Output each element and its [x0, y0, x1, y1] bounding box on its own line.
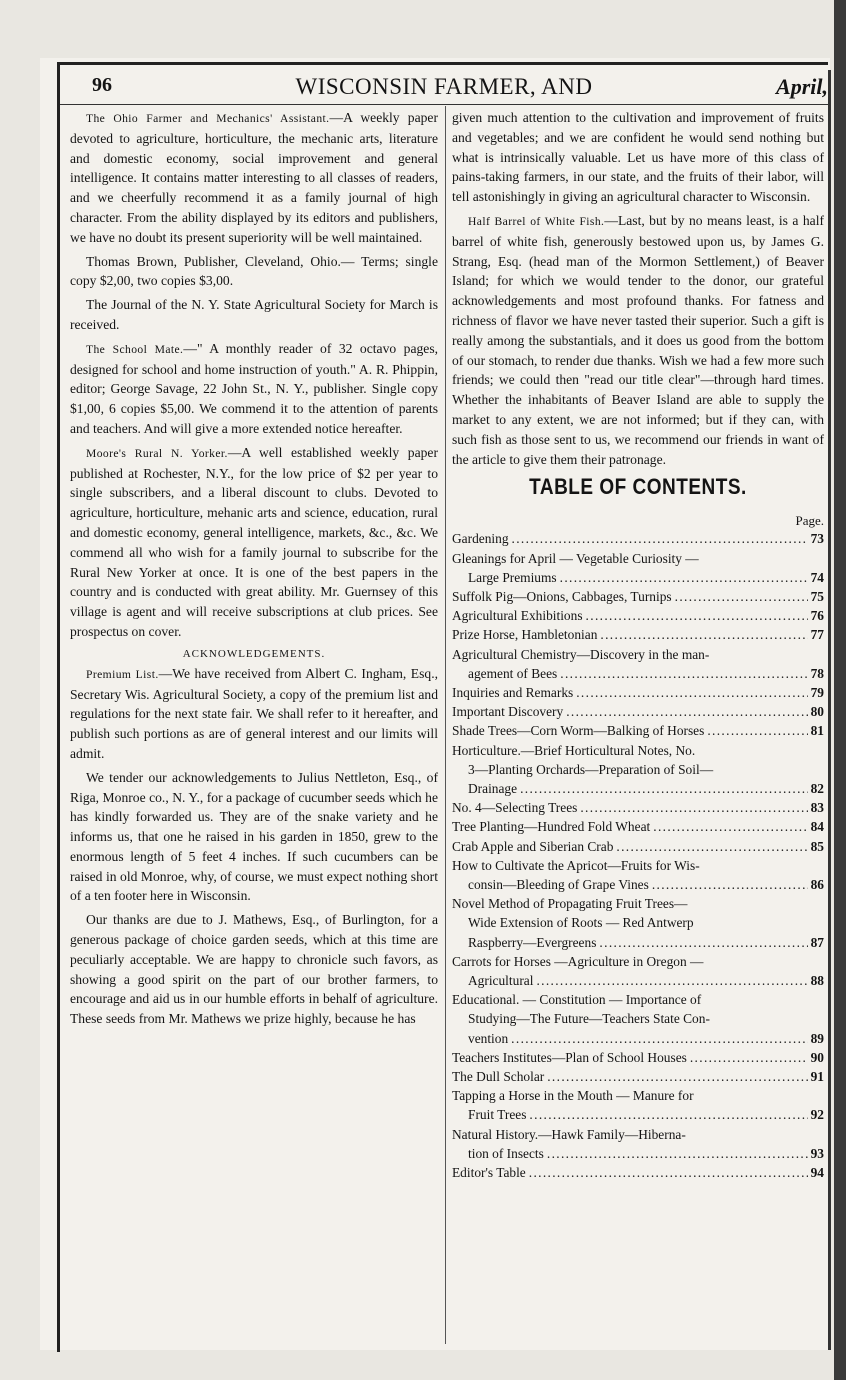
toc-leader-dots	[560, 664, 807, 683]
left-border	[57, 62, 60, 1352]
toc-entry	[452, 741, 824, 799]
toc-entry-title: Large Premiums	[468, 569, 557, 585]
ohio-farmer-notice	[70, 108, 438, 248]
left-column	[70, 108, 438, 1033]
toc-page-number: 85	[810, 838, 824, 854]
toc-entry-title: Natural History.—Hawk Family—Hiberna-	[452, 1126, 686, 1142]
toc-entry-title: Agricultural	[468, 973, 534, 989]
toc-entry-title: Carrots for Horses —Agriculture in Oregon —	[452, 953, 704, 969]
toc-page-number: 86	[810, 877, 824, 892]
toc-page-number: 78	[810, 665, 824, 681]
toc-title: TABLE OF CONTENTS.	[529, 475, 747, 500]
toc-entry-title: Drainage	[468, 780, 518, 796]
toc-page-number: 81	[810, 723, 824, 739]
toc-page-number: 74	[810, 569, 824, 585]
toc-entry	[452, 990, 824, 1048]
toc-entry-title: vention	[468, 1030, 509, 1046]
toc-leader-dots	[529, 1163, 808, 1182]
toc-leader-dots	[653, 817, 807, 836]
premium-list-notice	[70, 664, 438, 764]
toc-entry-title: Gardening	[452, 531, 509, 547]
toc-leader-dots	[576, 683, 807, 702]
toc-entry	[452, 1125, 824, 1163]
toc-entry	[452, 894, 824, 952]
toc-entry-title: Raspberry—Evergreens	[468, 934, 597, 950]
toc-page-number: 88	[810, 973, 824, 989]
toc-entry-title: Shade Trees—Corn Worm—Balking of Horses	[452, 723, 705, 739]
toc-entry	[452, 817, 824, 836]
toc-entry-title: Crab Apple and Siberian Crab	[452, 838, 614, 854]
toc-page-number: 92	[810, 1107, 824, 1123]
school-mate-text: —" A monthly reader of 32 octavo pages, designed for school and home instruction of youth." A. R. Phippin, editor; George Savage, 22 John St., N. Y., publisher. Single copy $1,00, 6 copies $5,00. We commend it to the attention of parents and teachers. And will give a more extended notice hereafter.	[70, 340, 439, 436]
toc-entry	[452, 529, 824, 548]
header-rule	[60, 104, 828, 105]
white-fish-text: —Last, but by no means least, is a half barrel of white fish, generously bestowed upon us, by James G. Strang, Esq. (head man of the Mormon Settlement,) of Beaver Island; for which we would tender to the donor, our grateful acknowledgements and most profound thanks. For fatness and richness of flavor we have never tasted their superior. Such a gift is really among the substantials, and it does us good from the bottom of our stomach, to render due thanks. Wish we had a few more such friends; we could then "read our title clear"—through hard times. Whether the inhabitants of Beaver Island are able to supply the market to any extent, we are not informed; but if they can, with such fish as those sent to us, we recommend our friends in want of the article to give them their patronage.	[452, 212, 824, 467]
school-mate-heading: The School Mate.	[86, 342, 184, 356]
toc-entry	[452, 1086, 824, 1124]
toc-entry-title: Tapping a Horse in the Mouth — Manure for	[452, 1088, 694, 1104]
rural-yorker-text: —A well established weekly paper published at Rochester, N.Y., for the low price of $2 per year to single subscribers, and a liberal discount to clubs. Devoted to agriculture, horticulture, mehanic arts and science, education, rural and domestic economy, general intelligence, markets, &c., &c. We commend all who wish for a family journal to subscribe for the Rural New Yorker at once. It is one of the best papers in the country and is conducted with great ability. Mr. Guernsey of this village is agent and will receive subscriptions at club prices. See prospectus on cover.	[70, 444, 438, 639]
toc-leader-dots	[600, 625, 807, 644]
toc-entry	[452, 1048, 824, 1067]
rural-yorker-notice	[70, 443, 438, 642]
toc-entry-title: tion of Insects	[468, 1145, 544, 1161]
toc-leader-dots	[536, 971, 807, 990]
toc-leader-dots	[511, 1029, 807, 1048]
ohio-farmer-heading: The Ohio Farmer and Mechanics' Assistant.	[86, 112, 330, 125]
toc-entry-title: How to Cultivate the Apricot—Fruits for Wis-	[452, 857, 700, 873]
toc-entry	[452, 856, 824, 894]
toc-leader-dots	[566, 702, 807, 721]
toc-entry-title: Gleanings for April — Vegetable Curiosity —	[452, 550, 699, 566]
toc-leader-dots	[529, 1105, 807, 1124]
toc-leader-dots	[547, 1144, 808, 1163]
toc-page-number: 76	[810, 608, 824, 624]
toc-entry-title: Studying—The Future—Teachers State Con-	[468, 1011, 710, 1027]
toc-entry-title: No. 4—Selecting Trees	[452, 800, 578, 816]
right-column	[452, 108, 824, 1182]
toc-entry	[452, 837, 824, 856]
toc-leader-dots	[599, 933, 807, 952]
page-number: 96	[92, 74, 112, 96]
toc-entry-title: Wide Extension of Roots — Red Antwerp	[468, 915, 694, 931]
toc-page-label: Page.	[795, 513, 824, 529]
toc-leader-dots	[690, 1048, 808, 1067]
rural-yorker-heading: Moore's Rural N. Yorker.	[86, 446, 228, 460]
toc-entry	[452, 606, 824, 625]
toc-entry	[452, 1067, 824, 1086]
toc-entry	[452, 587, 824, 606]
toc-entry-title: Horticulture.—Brief Horticultural Notes, No.	[452, 742, 696, 758]
toc-page-number: 82	[810, 780, 824, 796]
toc-entry	[452, 721, 824, 740]
premium-list-text: —We have received from Albert C. Ingham, Esq., Secretary Wis. Agricultural Society, a copy of the premium list and regulations for the next state fair. We shall refer to it hereafter, and publish such portions as are of general interest and our limits will admit.	[70, 665, 438, 761]
toc-entry-title: Prize Horse, Hambletonian	[452, 627, 598, 643]
continued-paragraph: given much attention to the cultivation and improvement of fruits and vegetables; and we are confident he would send nothing but what is intrinsically valuable. Let us have more of this class of pains-taking farmers, in our state, and the fruits of their labor, will tell astonishingly in giving an agricultural character to Wisconsin.	[452, 110, 824, 205]
toc-page-number: 87	[810, 934, 824, 950]
white-fish-notice	[452, 211, 824, 469]
toc-entry-title: Novel Method of Propagating Fruit Trees—	[452, 896, 688, 912]
acknowledgements-heading: ACKNOWLEDGEMENTS.	[182, 647, 326, 660]
page-header	[60, 70, 828, 104]
toc-page-number: 91	[810, 1069, 824, 1085]
toc-entry-title: Inquiries and Remarks	[452, 684, 574, 700]
mathews-paragraph: Our thanks are due to J. Mathews, Esq., of Burlington, for a generous package of choice garden seeds, which at this time are peculiarly acceptable. We are happy to chronicle such favors, as showing a good spirit on the part of our brother farmers, to encourage and aid us in our humble efforts in behalf of agriculture. These seeds from Mr. Mathews we prize highly, because he has	[70, 912, 438, 1027]
toc-entry-title: Suffolk Pig—Onions, Cabbages, Turnips	[452, 588, 672, 604]
toc-page-number: 80	[810, 704, 824, 720]
toc-page-number: 89	[810, 1030, 824, 1046]
toc-entry	[452, 702, 824, 721]
toc-leader-dots	[675, 587, 808, 606]
toc-entry	[452, 645, 824, 683]
toc-entry-title: Educational. — Constitution — Importance of	[452, 992, 702, 1008]
toc-entry-title: Important Discovery	[452, 704, 564, 720]
toc-leader-dots	[512, 529, 808, 548]
journal-title: WISCONSIN FARMER, AND	[295, 74, 593, 99]
toc-entry	[452, 625, 824, 644]
toc-entry-title: The Dull Scholar	[452, 1069, 545, 1085]
toc-page-number: 77	[810, 627, 824, 643]
toc-entry	[452, 952, 824, 990]
toc-entry-title: Tree Planting—Hundred Fold Wheat	[452, 819, 651, 835]
ohio-publisher-line: Thomas Brown, Publisher, Cleveland, Ohio.— Terms; single copy $2,00, two copies $3,00.	[70, 253, 438, 289]
column-divider	[445, 106, 446, 1344]
toc-leader-dots	[586, 606, 808, 625]
toc-entry-title: Agricultural Exhibitions	[452, 608, 583, 624]
toc-entry	[452, 1163, 824, 1182]
toc-entry-title: agement of Bees	[468, 665, 558, 681]
toc-page-number: 93	[810, 1145, 824, 1161]
toc-leader-dots	[652, 875, 808, 894]
toc-page-number: 79	[810, 684, 824, 700]
school-mate-notice	[70, 339, 438, 439]
toc-entry-title: Agricultural Chemistry—Discovery in the man-	[452, 646, 710, 662]
toc-page-number: 84	[810, 819, 824, 835]
toc-entry	[452, 798, 824, 817]
toc-entry-title: Teachers Institutes—Plan of School Houses	[452, 1049, 687, 1065]
toc-page-number: 94	[810, 1165, 824, 1181]
toc-entry-title: Fruit Trees	[468, 1107, 527, 1123]
toc-page-number: 83	[810, 800, 824, 816]
toc-entry-title: 3—Planting Orchards—Preparation of Soil—	[468, 761, 714, 777]
scan-edge	[834, 0, 846, 1380]
toc-entry-title: Editor's Table	[452, 1165, 526, 1181]
toc-leader-dots	[580, 798, 807, 817]
ny-journal-notice: The Journal of the N. Y. State Agricultural Society for March is received.	[70, 297, 438, 332]
table-of-contents	[452, 529, 824, 1182]
toc-entry	[452, 549, 824, 587]
toc-page-number: 75	[810, 588, 824, 604]
white-fish-heading: Half Barrel of White Fish.	[468, 214, 605, 228]
premium-list-heading: Premium List.	[86, 667, 159, 681]
toc-leader-dots	[707, 721, 807, 740]
toc-page-number: 73	[810, 531, 824, 547]
right-border	[828, 70, 831, 1350]
toc-page-number: 90	[810, 1049, 824, 1065]
nettleton-paragraph: We tender our acknowledgements to Julius Nettleton, Esq., of Riga, Monroe co., N. Y., for a package of cucumber seeds which he has kindly forwarded us. They are of the snake variety and he informs us, that one he raised in his garden in 1850, grew to the enormous length of 5 feet 4 inches. If such cucumbers can be raised in old Monroe, why, of course, we must expect nothing short of a ten footer here in Wisconsin.	[70, 769, 438, 904]
toc-entry-title: consin—Bleeding of Grape Vines	[468, 877, 649, 892]
toc-leader-dots	[520, 779, 808, 798]
ohio-farmer-text: —A weekly paper devoted to agriculture, horticulture, the mechanic arts, literature and domestic economy, social improvement and general intelligence. It contains matter interesting to all classes of readers, and we cheerfully recommend it as a family journal of high character. From the ability displayed by its editors and publishers, we have no doubt its present superiority will be well maintained.	[70, 110, 438, 245]
toc-leader-dots	[616, 837, 807, 856]
toc-entry	[452, 683, 824, 702]
issue-month: April,	[776, 74, 828, 99]
toc-leader-dots	[547, 1067, 807, 1086]
toc-leader-dots	[560, 568, 808, 587]
top-border	[58, 62, 828, 65]
